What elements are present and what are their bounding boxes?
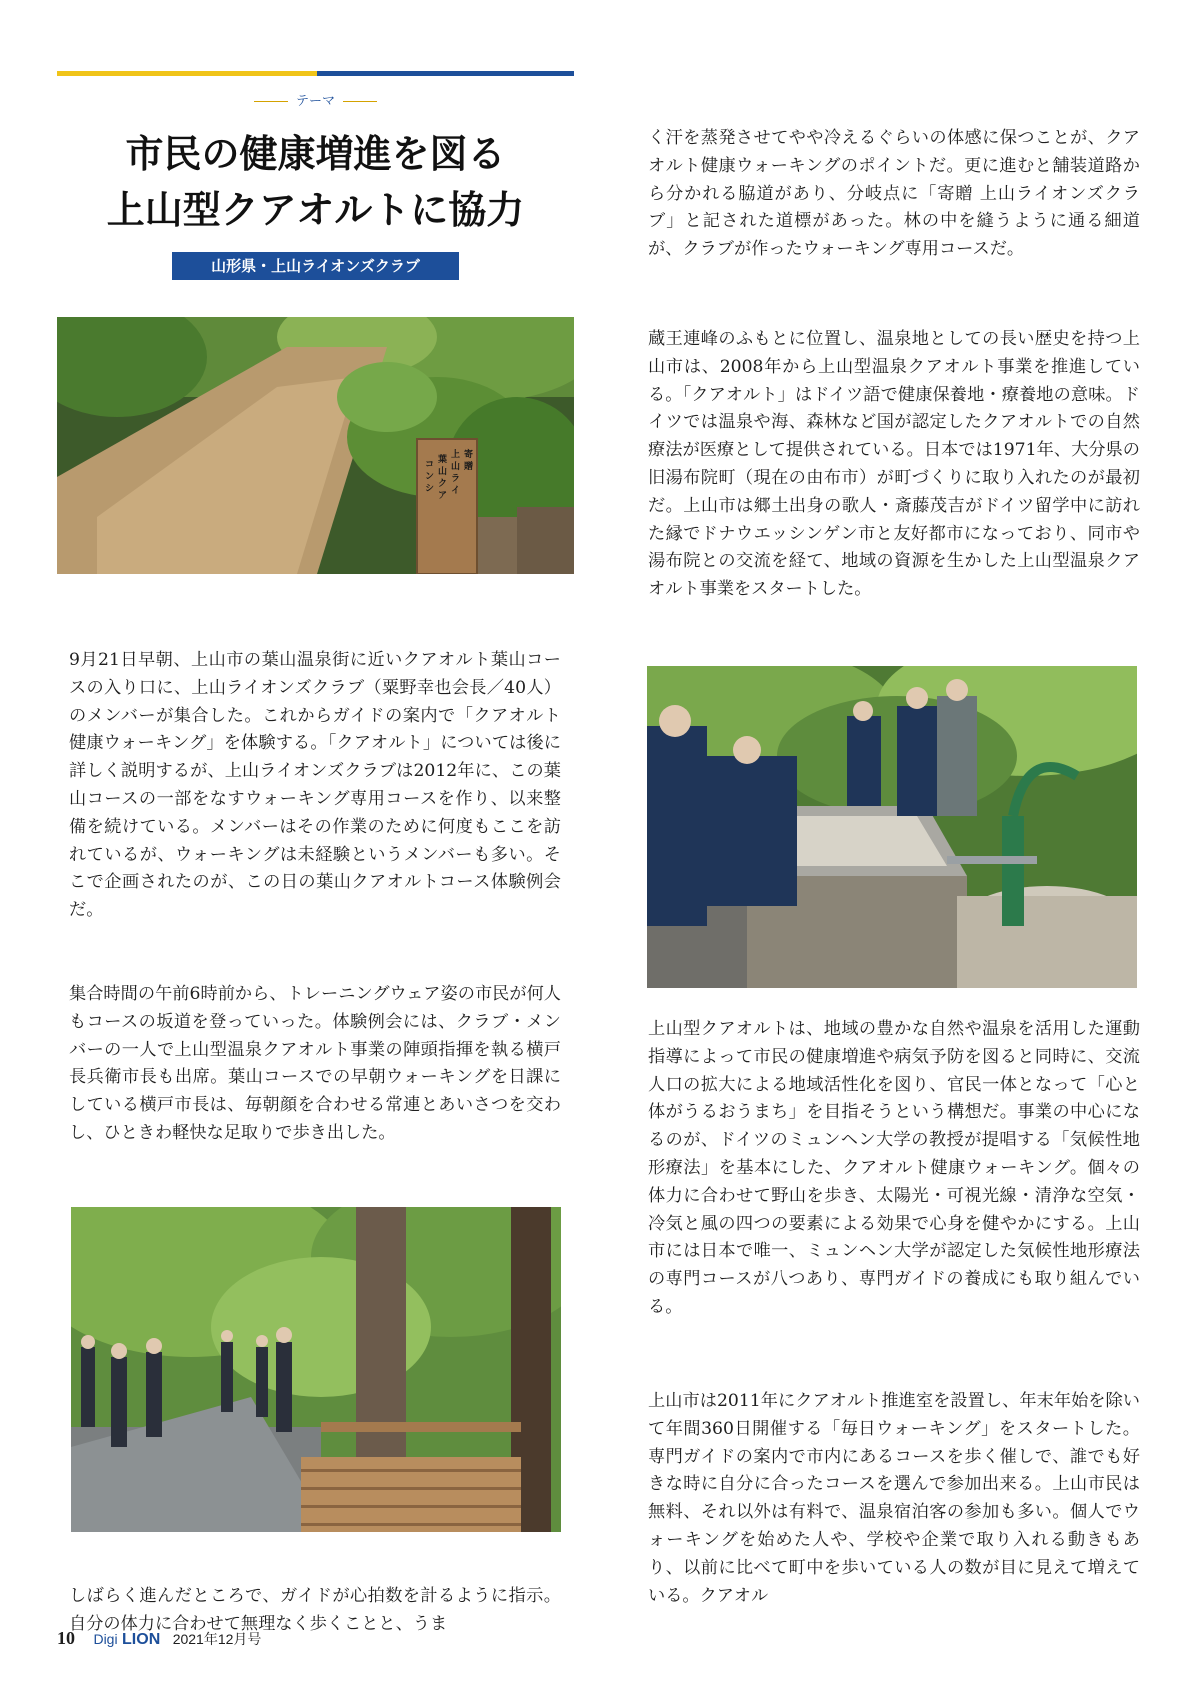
svg-text:イ: イ (451, 486, 461, 496)
theme-line-right (343, 101, 377, 102)
svg-text:シ: シ (425, 484, 435, 494)
svg-text:贈: 贈 (464, 462, 474, 472)
svg-text:寄: 寄 (464, 450, 474, 460)
svg-text:ク: ク (438, 479, 448, 489)
photo-forest-deck-group (71, 1207, 561, 1532)
svg-text:上: 上 (451, 450, 461, 460)
photo-water-basin-pump (647, 666, 1137, 988)
page-footer (57, 1628, 261, 1652)
title-line-2: 上山型クアオルトに協力 (106, 187, 525, 232)
svg-text:コ: コ (425, 460, 435, 470)
brand-digi: Digi (93, 1631, 118, 1647)
svg-text:ン: ン (425, 472, 435, 482)
header-rule (57, 71, 574, 76)
left-paragraph-1: 9月21日早朝、上山市の葉山温泉街に近いクアオルト葉山コースの入り口に、上山ライオンズクラブ（粟野幸也会長／40人）のメンバーが集合した。これからガイドの案内で「クアオルト健康ウォーキング」を体験する。「クアオルト」については後に詳しく説明するが、上山ライオンズクラブは2012年に、この葉山コースの一部をなすウォーキング専用コースを作り、以来整備を続けている。メンバーはその作業のために何度もここを訪れているが、ウォーキングは未経験というメンバーも多い。そこで企画されたのが、この日の葉山クアオルトコース体験例会だ。 (69, 650, 561, 921)
theme-label (57, 90, 574, 109)
left-paragraph-2: 集合時間の午前6時前から、トレーニングウェア姿の市民が何人もコースの坂道を登っていった。体験例会には、クラブ・メンバーの一人で上山型温泉クアオルト事業の陣頭指揮を執る横戸長兵衛市長も出席。葉山コースでの早朝ウォーキングを日課にしている横戸市長は、毎朝顔を合わせる常連とあいさつを交わし、ひときわ軽快な足取りで歩き出した。 (69, 984, 561, 1143)
article-title (57, 126, 574, 238)
title-line-1: 市民の健康増進を図る (125, 131, 506, 176)
issue-date: 2021年12月号 (172, 1631, 262, 1647)
svg-text:葉: 葉 (438, 455, 448, 465)
theme-text: テーマ (295, 94, 335, 109)
brand-lion: LION (122, 1631, 161, 1648)
photo-trail-signpost (57, 317, 574, 574)
svg-text:ラ: ラ (451, 474, 461, 484)
svg-text:山: 山 (438, 467, 448, 477)
theme-line-left (254, 101, 288, 102)
page-number: 10 (57, 1628, 75, 1648)
right-paragraph-4: 上山市は2011年にクアオルト推進室を設置し、年末年始を除いて年間360日開催する「毎日ウォーキング」をスタートした。専門ガイドの案内で市内にあるコースを歩く催しで、誰でも好きな時に自分に合ったコースを選んで参加出来る。上山市民は無料、それ以外は有料で、温泉宿泊客の参加も多い。個人でウォーキングを始めた人や、学校や企業で取り入れる動きもあり、以前に比べて町中を歩いている人の数が目に見えて増えている。クアオル (648, 1391, 1140, 1606)
svg-text:ア: ア (438, 491, 448, 501)
club-badge: 山形県・上山ライオンズクラブ (172, 252, 459, 280)
right-paragraph-2: 蔵王連峰のふもとに位置し、温泉地としての長い歴史を持つ上山市は、2008年から上山型温泉クアオルト事業を推進している。「クアオルト」はドイツ語で健康保養地・療養地の意味。ドイツでは温泉や海、森林など国が認定したクアオルトでの自然療法が医療として提供されている。日本では1971年、大分県の旧湯布院町（現在の由布市）が町づくりに取り入れたのが最初だ。上山市は郷土出身の歌人・斎藤茂吉がドイツ留学中に訪れた縁でドナウエッシンゲン市と友好都市になっており、同市や湯布院との交流を経て、地域の資源を生かした上山型温泉クアオルト事業をスタートした。 (648, 329, 1140, 600)
right-paragraph-3: 上山型クアオルトは、地域の豊かな自然や温泉を活用した運動指導によって市民の健康増進や病気予防を図ると同時に、交流人口の拡大による地域活性化を図り、官民一体となって「心と体がうるおうまち」を目指そうという構想だ。事業の中心になるのが、ドイツのミュンヘン大学の教授が提唱する「気候性地形療法」を基本にした、クアオルト健康ウォーキング。個々の体力に合わせて野山を歩き、太陽光・可視光線・清浄な空気・冷気と風の四つの要素による効果で心身を健やかにする。上山市には日本で唯一、ミュンヘン大学が認定した気候性地形療法の専門コースが八つあり、専門ガイドの養成にも取り組んでいる。 (648, 1019, 1140, 1317)
svg-text:山: 山 (451, 462, 461, 472)
right-paragraph-1: く汗を蒸発させてやや冷えるぐらいの体感に保つことが、クアオルト健康ウォーキングのポイントだ。更に進むと舗装道路から分かれる脇道があり、分岐点に「寄贈 上山ライオンズクラブ」と記された道標があった。林の中を縫うように通る細道が、クラブが作ったウォーキング専用コースだ。 (648, 128, 1140, 260)
header-rule-blue (317, 71, 574, 76)
left-paragraph-3: しばらく進んだところで、ガイドが心拍数を計るように指示。自分の体力に合わせて無理なく歩くことと、うま (69, 1586, 561, 1634)
header-rule-yellow (57, 71, 317, 76)
